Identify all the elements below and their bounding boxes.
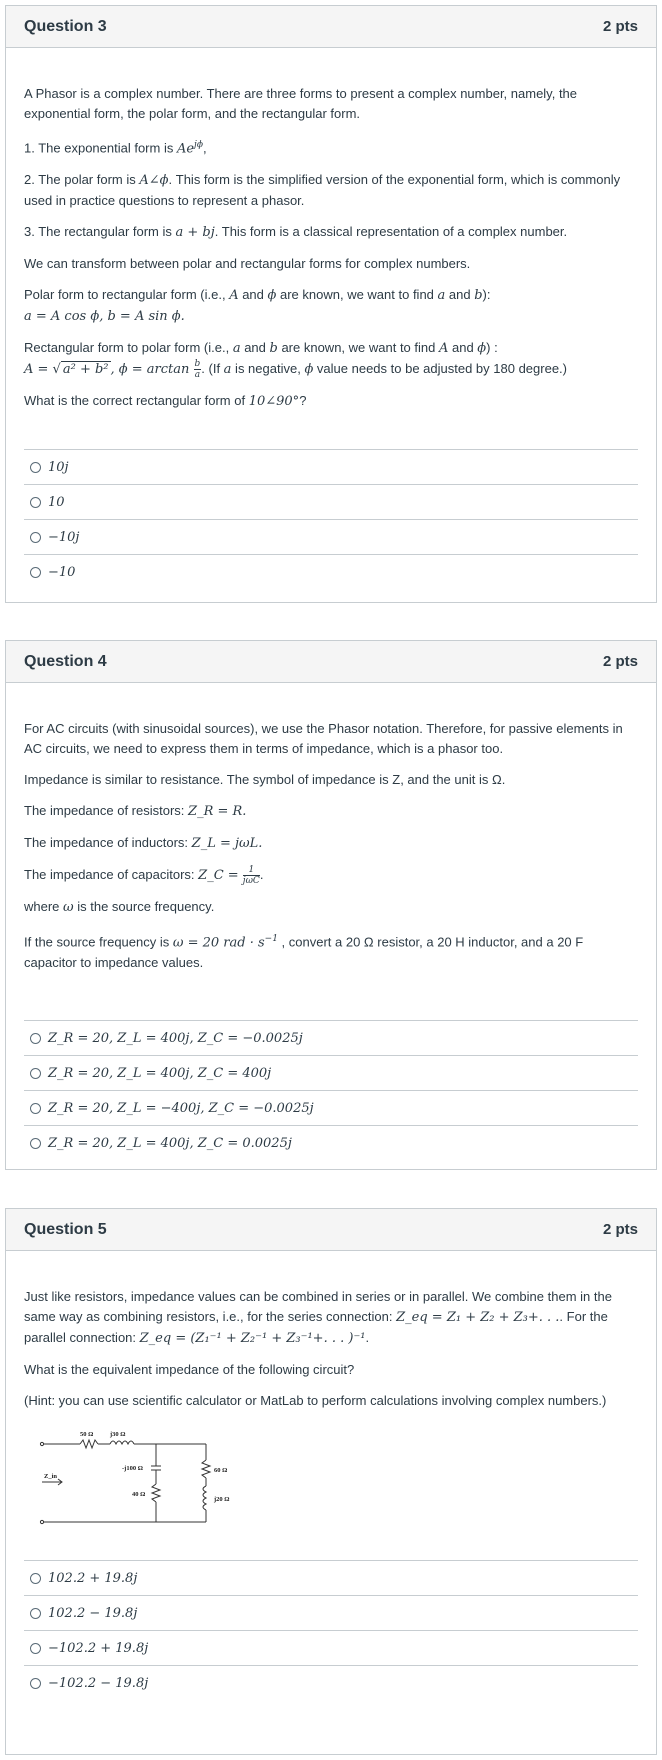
paragraph: where ω is the source frequency.: [24, 899, 215, 916]
paragraph: Polar form to rectangular form (i.e., A and ϕ are known, we want to find a and b): a = A cos ϕ, b = A sin ϕ.: [24, 287, 491, 325]
paragraph: If the source frequency is ω = 20 rad · $s^{-1}$ , convert a 20 Ω resistor, a 20 H inductor, and a 20 F capacitor to impedance values.: [24, 934, 584, 971]
question-header: [6, 1209, 656, 1251]
question-5: [5, 1208, 657, 1755]
answer-option[interactable]: 102.2 + 19.8j: [24, 1561, 638, 1596]
question-3: [5, 5, 657, 603]
question-points: 2 pts: [602, 653, 638, 670]
question-points: 2 pts: [602, 1221, 638, 1238]
paragraph: (Hint: you can use scientific calculator or MatLab to perform calculations involving complex numbers.): [24, 1393, 607, 1408]
paragraph: What is the equivalent impedance of the following circuit?: [24, 1362, 355, 1377]
question-title: Question 3: [24, 17, 107, 35]
radio-button[interactable]: [30, 532, 41, 543]
paragraph: 1. The exponential form is $Ae^{j\phi}$,: [24, 140, 207, 157]
question-text: [6, 48, 656, 435]
answer-option[interactable]: 10: [24, 485, 638, 520]
question-4: [5, 640, 657, 1170]
paragraph: We can transform between polar and rectangular forms for complex numbers.: [24, 256, 471, 272]
label-l1: j30 Ω: [110, 1431, 126, 1438]
question-text: [6, 683, 656, 996]
answer-option[interactable]: −102.2 + 19.8j: [24, 1631, 638, 1666]
radio-button[interactable]: [30, 1033, 41, 1044]
radio-button[interactable]: [30, 1573, 41, 1584]
answer-option[interactable]: −10j: [24, 520, 638, 555]
paragraph: Impedance is similar to resistance. The symbol of impedance is Z, and the unit is Ω.: [24, 772, 506, 787]
question-points: 2 pts: [602, 18, 638, 35]
circuit-schematic: [38, 1422, 238, 1532]
paragraph: Rectangular form to polar form (i.e., a and b are known, we want to find A and ϕ) : A = √ a² + b² , ϕ = arctan $\frac{b}{a}$ . (If a is negative, ϕ value needs to be adjusted by 180 degree.): [24, 340, 567, 381]
answer-option[interactable]: Z_R = 20, Z_L = 400j, Z_C = 400j: [24, 1056, 638, 1091]
paragraph: 3. The rectangular form is a + bj. This form is a classical representation of a complex number.: [24, 224, 568, 241]
question-title: Question 4: [24, 652, 107, 670]
radio-button[interactable]: [30, 1678, 41, 1689]
paragraph: Just like resistors, impedance values can be combined in series or in parallel. We combine them in the same way as combining resistors, i.e., for the series connection: Z_eq = Z₁ + Z₂ + Z₃+. . .. For the parallel connection: Z_eq = (Z₁⁻¹ + Z₂⁻¹ + Z₃⁻¹+. . . )⁻¹.: [24, 1289, 612, 1346]
answer-option[interactable]: Z_R = 20, Z_L = −400j, Z_C = −0.0025j: [24, 1091, 638, 1126]
paragraph: The impedance of capacitors: Z_C = $\frac{1}{\text{jωC}}$ .: [24, 865, 264, 887]
radio-button[interactable]: [30, 1138, 41, 1149]
answer-option[interactable]: −10: [24, 555, 638, 590]
answer-option[interactable]: Z_R = 20, Z_L = 400j, Z_C = 0.0025j: [24, 1126, 638, 1161]
answer-option[interactable]: 102.2 − 19.8j: [24, 1596, 638, 1631]
label-r2: 40 Ω: [132, 1491, 146, 1498]
paragraph: For AC circuits (with sinusoidal sources), we use the Phasor notation. Therefore, for passive elements in AC circuits, we need to express them in terms of impedance, which is a phasor too.: [24, 721, 623, 756]
paragraph: 2. The polar form is A∠ϕ. This form is the simplified version of the exponential form, which is commonly used in practice questions to represent a phasor.: [24, 172, 621, 209]
answer-list: [24, 1020, 638, 1161]
label-c1: -j100 Ω: [122, 1465, 143, 1472]
paragraph: A Phasor is a complex number. There are three forms to present a complex number, namely, the exponential form, the polar form, and the rectangular form.: [24, 86, 578, 121]
paragraph: The impedance of inductors: Z_L = jωL.: [24, 835, 263, 851]
label-r1: 50 Ω: [80, 1431, 94, 1438]
label-l2: j20 Ω: [214, 1496, 230, 1503]
radio-button[interactable]: [30, 1068, 41, 1079]
question-title: Question 5: [24, 1220, 107, 1238]
radio-button[interactable]: [30, 1608, 41, 1619]
radio-button[interactable]: [30, 462, 41, 473]
answer-option[interactable]: Z_R = 20, Z_L = 400j, Z_C = −0.0025j: [24, 1021, 638, 1056]
question-text: [6, 1251, 656, 1560]
answer-list: [24, 449, 638, 590]
answer-option[interactable]: −102.2 − 19.8j: [24, 1666, 638, 1701]
question-header: [6, 641, 656, 683]
radio-button[interactable]: [30, 497, 41, 508]
paragraph: What is the correct rectangular form of 10∠90°?: [24, 393, 307, 410]
answer-option[interactable]: 10j: [24, 450, 638, 485]
answer-list: [24, 1560, 638, 1701]
question-header: [6, 6, 656, 48]
label-r3: 60 Ω: [214, 1467, 228, 1474]
radio-button[interactable]: [30, 1643, 41, 1654]
circuit-diagram: [38, 1422, 638, 1538]
label-zin: Z_in: [44, 1473, 58, 1480]
radio-button[interactable]: [30, 567, 41, 578]
radio-button[interactable]: [30, 1103, 41, 1114]
paragraph: The impedance of resistors: Z_R = R.: [24, 803, 247, 819]
